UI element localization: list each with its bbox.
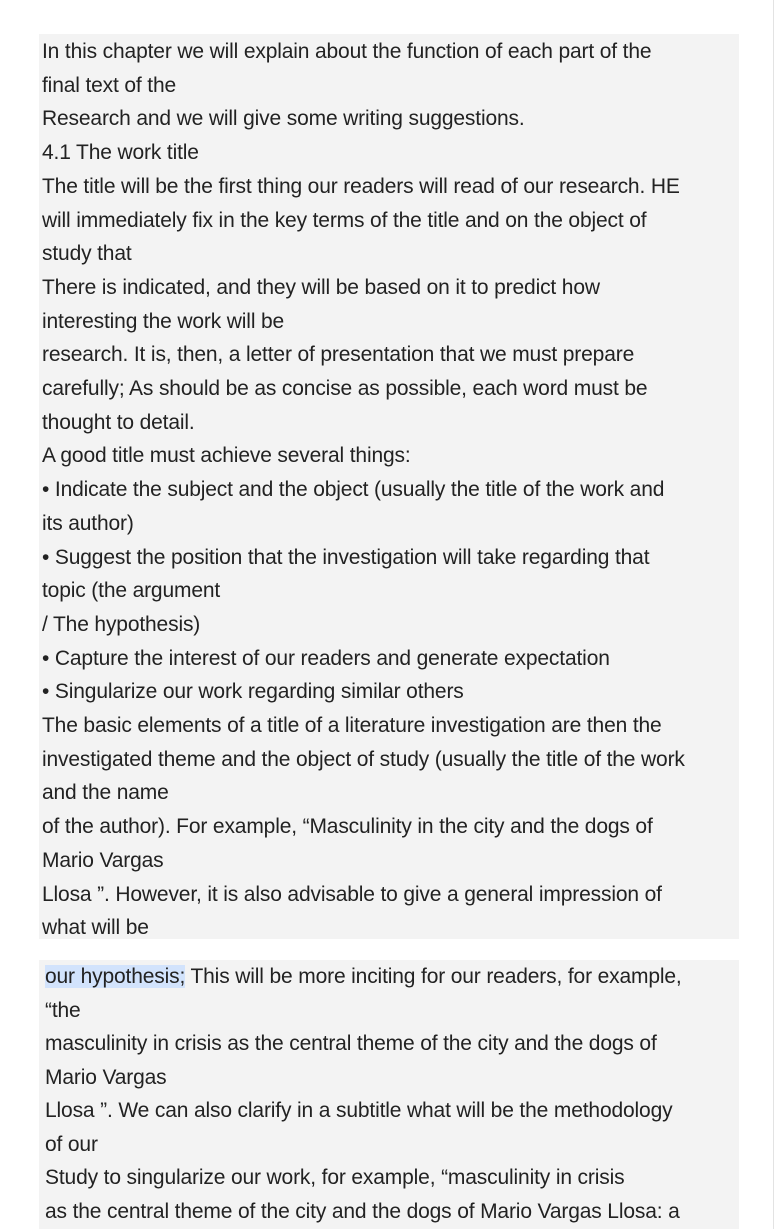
- text-line: “the: [45, 998, 81, 1022]
- text-line: interesting the work will be: [42, 309, 285, 333]
- text-line: A good title must achieve several things:: [42, 444, 411, 468]
- text-line: its author): [42, 511, 134, 535]
- text-line: carefully; As should be as concise as possible, each word must be: [42, 377, 648, 401]
- section-heading: 4.1 The work title: [42, 141, 199, 165]
- text-line: will immediately fix in the key terms of the title and on the object of: [42, 208, 647, 232]
- text-line: investigated theme and the object of study (usually the title of the work: [42, 747, 685, 771]
- text-line: There is indicated, and they will be based on it to predict how: [42, 275, 600, 299]
- text-line: and the name: [42, 781, 169, 805]
- bullet-item: • Capture the interest of our readers and generate expectation: [42, 646, 610, 670]
- bullet-item: • Indicate the subject and the object (usually the title of the work and: [42, 478, 665, 502]
- text-line: Llosa ”. We can also clarify in a subtitle what will be the methodology: [45, 1099, 673, 1122]
- text-line: / The hypothesis): [42, 612, 201, 636]
- text-line: study that: [42, 242, 132, 266]
- text-line: as the central theme of the city and the dogs of Mario Vargas Llosa: a: [45, 1199, 680, 1223]
- text-line: of our: [45, 1132, 98, 1156]
- selected-text[interactable]: our hypothesis;: [45, 965, 186, 988]
- text-line: Llosa ”. However, it is also advisable to give a general impression of: [42, 882, 662, 906]
- text-block-2: [39, 960, 739, 1229]
- text-line: The basic elements of a title of a literature investigation are then the: [42, 714, 662, 738]
- text-line: masculinity in crisis as the central theme of the city and the dogs of: [45, 1032, 657, 1055]
- text-line: what will be: [42, 916, 149, 940]
- bullet-item: • Singularize our work regarding similar others: [42, 680, 464, 704]
- text-segment: This will be more inciting for our readers, for example,: [185, 965, 682, 988]
- text-block-1: [39, 34, 739, 939]
- text-line: research. It is, then, a letter of presentation that we must prepare: [42, 343, 635, 367]
- text-line: Mario Vargas: [45, 1065, 167, 1089]
- text-line: of the author). For example, “Masculinity in the city and the dogs of: [42, 815, 653, 839]
- scrollbar[interactable]: [773, 0, 784, 1229]
- text-line: topic (the argument: [42, 579, 221, 603]
- bullet-item: • Suggest the position that the investigation will take regarding that: [42, 545, 650, 569]
- text-line: Research and we will give some writing suggestions.: [42, 107, 525, 131]
- text-line: Mario Vargas: [42, 848, 164, 872]
- text-line: In this chapter we will explain about the function of each part of the: [42, 40, 652, 63]
- text-line: Study to singularize our work, for example, “masculinity in crisis: [45, 1166, 625, 1189]
- text-line: [45, 960, 733, 994]
- text-line: The title will be the first thing our readers will read of our research. HE: [42, 174, 680, 198]
- text-line: final text of the: [42, 73, 177, 97]
- text-line: thought to detail.: [42, 410, 195, 434]
